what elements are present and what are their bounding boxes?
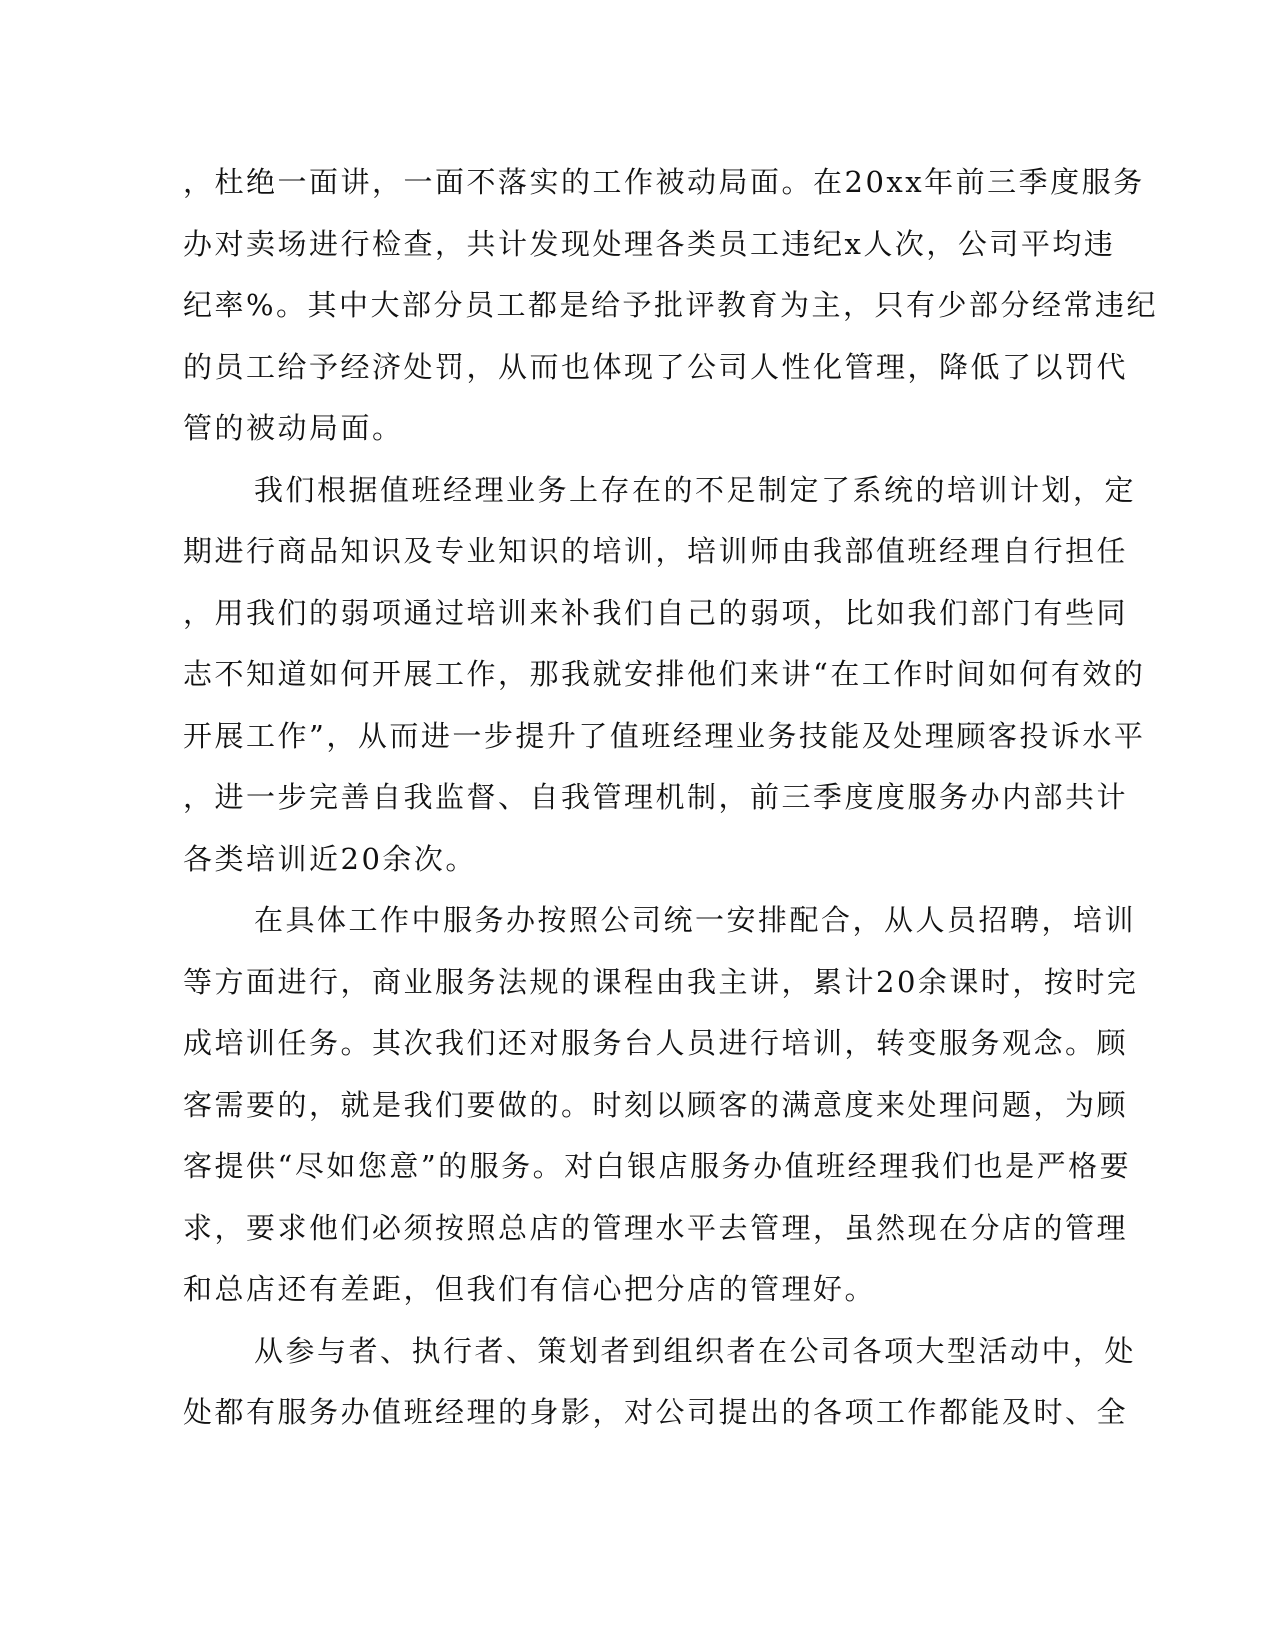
text-line: 等方面进行，商业服务法规的课程由我主讲，累计20余课时，按时完 xyxy=(183,964,1139,999)
text-line: 客需要的，就是我们要做的。时刻以顾客的满意度来处理问题，为顾 xyxy=(183,1087,1129,1122)
text-line: 客提供“尽如您意”的服务。对白银店服务办值班经理我们也是严格要 xyxy=(183,1149,1132,1183)
text-line: 成培训任务。其次我们还对服务台人员进行培训，转变服务观念。顾 xyxy=(183,1026,1129,1060)
text-line: 求，要求他们必须按照总店的管理水平去管理，虽然现在分店的管理 xyxy=(183,1210,1129,1245)
text-line: 开展工作”，从而进一步提升了值班经理业务技能及处理顾客投诉水平 xyxy=(183,718,1146,753)
text-line: 各类培训近20余次。 xyxy=(183,841,477,876)
paragraph-first-line: 从参与者、执行者、策划者到组织者在公司各项大型活动中，处 xyxy=(254,1333,1137,1368)
text-line: ，用我们的弱项通过培训来补我们自己的弱项，比如我们部门有些同 xyxy=(183,595,1129,630)
text-line: ，进一步完善自我监督、自我管理机制，前三季度度服务办内部共计 xyxy=(183,780,1129,814)
text-line: 纪率%。其中大部分员工都是给予批评教育为主，只有少部分经常违纪 xyxy=(183,288,1159,322)
text-line: 办对卖场进行检查，共计发现处理各类员工违纪x人次，公司平均违 xyxy=(183,226,1116,261)
text-line: 管的被动局面。 xyxy=(183,411,404,445)
text-line: 和总店还有差距，但我们有信心把分店的管理好。 xyxy=(183,1272,877,1306)
text-line: 期进行商品知识及专业知识的培训，培训师由我部值班经理自行担任 xyxy=(183,534,1129,568)
text-line: 志不知道如何开展工作，那我就安排他们来讲“在工作时间如何有效的 xyxy=(183,657,1146,691)
body-text xyxy=(183,161,1159,1453)
text-line: ，杜绝一面讲，一面不落实的工作被动局面。在20xx年前三季度服务 xyxy=(183,165,1145,199)
text-line: 处都有服务办值班经理的身影，对公司提出的各项工作都能及时、全 xyxy=(183,1395,1129,1429)
paragraph-first-line: 我们根据值班经理业务上存在的不足制定了系统的培训计划，定 xyxy=(254,472,1137,507)
text-line: 的员工给予经济处罚，从而也体现了公司人性化管理，降低了以罚代 xyxy=(183,349,1129,384)
paragraph-first-line: 在具体工作中服务办按照公司统一安排配合，从人员招聘，培训 xyxy=(254,903,1137,937)
